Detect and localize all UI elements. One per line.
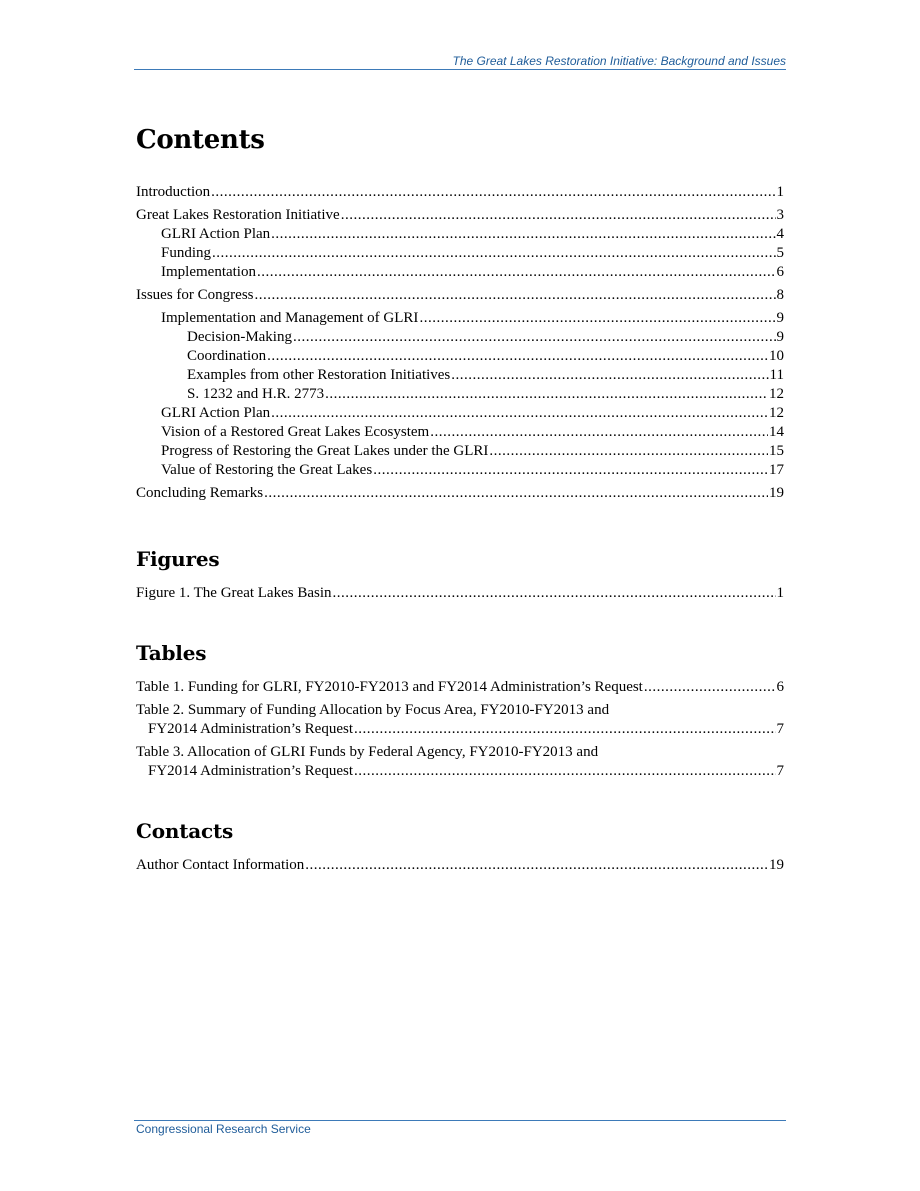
toc-entry-table-3[interactable]: Table 3. Allocation of GLRI Funds by Federal Agency, FY2010-FY2013 and FY2014 Administration’s Request ..... 7 [136,743,784,781]
toc-entry-implementation-management[interactable]: Implementation and Management of GLRI ..... 9 [136,309,784,328]
toc-entry-glri-action-plan-2[interactable]: GLRI Action Plan ..... 12 [136,404,784,423]
toc-entry-table-2[interactable]: Table 2. Summary of Funding Allocation by Focus Area, FY2010-FY2013 and FY2014 Administration’s Request ..... 7 [136,701,784,739]
toc-entry-coordination[interactable]: Coordination ..... 10 [136,347,784,366]
contacts-list [136,856,784,875]
contacts-heading: Contacts [136,819,234,843]
figures-list [136,584,784,603]
toc-entry-author-contact[interactable]: Author Contact Information ..... 19 [136,856,784,875]
tables-list [136,678,784,781]
contents-list [136,183,784,503]
tables-heading: Tables [136,641,207,665]
figures-heading: Figures [136,547,220,571]
toc-entry-s1232-hr2773[interactable]: S. 1232 and H.R. 2773 ..... 12 [136,385,784,404]
toc-entry-decision-making[interactable]: Decision-Making ..... 9 [136,328,784,347]
toc-entry-progress[interactable]: Progress of Restoring the Great Lakes under the GLRI ..... 15 [136,442,784,461]
running-header: The Great Lakes Restoration Initiative: Background and Issues [452,54,786,68]
toc-entry-issues-for-congress[interactable]: Issues for Congress ..... 8 [136,286,784,305]
toc-entry-value[interactable]: Value of Restoring the Great Lakes ..... 17 [136,461,784,480]
toc-entry-concluding-remarks[interactable]: Concluding Remarks ..... 19 [136,484,784,503]
toc-entry-figure-1[interactable]: Figure 1. The Great Lakes Basin ..... 1 [136,584,784,603]
toc-entry-vision[interactable]: Vision of a Restored Great Lakes Ecosystem ..... 14 [136,423,784,442]
toc-entry-table-1[interactable]: Table 1. Funding for GLRI, FY2010-FY2013 and FY2014 Administration’s Request ..... 6 [136,678,784,697]
table-of-contents [136,118,784,875]
running-footer: Congressional Research Service [136,1122,311,1136]
footer-rule [134,1120,786,1121]
toc-entry-glri-action-plan[interactable]: GLRI Action Plan ..... 4 [136,225,784,244]
header-rule [134,69,786,70]
toc-entry-introduction[interactable]: Introduction ..... 1 [136,183,784,202]
toc-entry-implementation[interactable]: Implementation ..... 6 [136,263,784,282]
contents-heading: Contents [136,125,265,155]
toc-entry-glri[interactable]: Great Lakes Restoration Initiative ..... 3 [136,206,784,225]
toc-entry-funding[interactable]: Funding ..... 5 [136,244,784,263]
toc-entry-examples-restoration[interactable]: Examples from other Restoration Initiatives ..... 11 [136,366,784,385]
